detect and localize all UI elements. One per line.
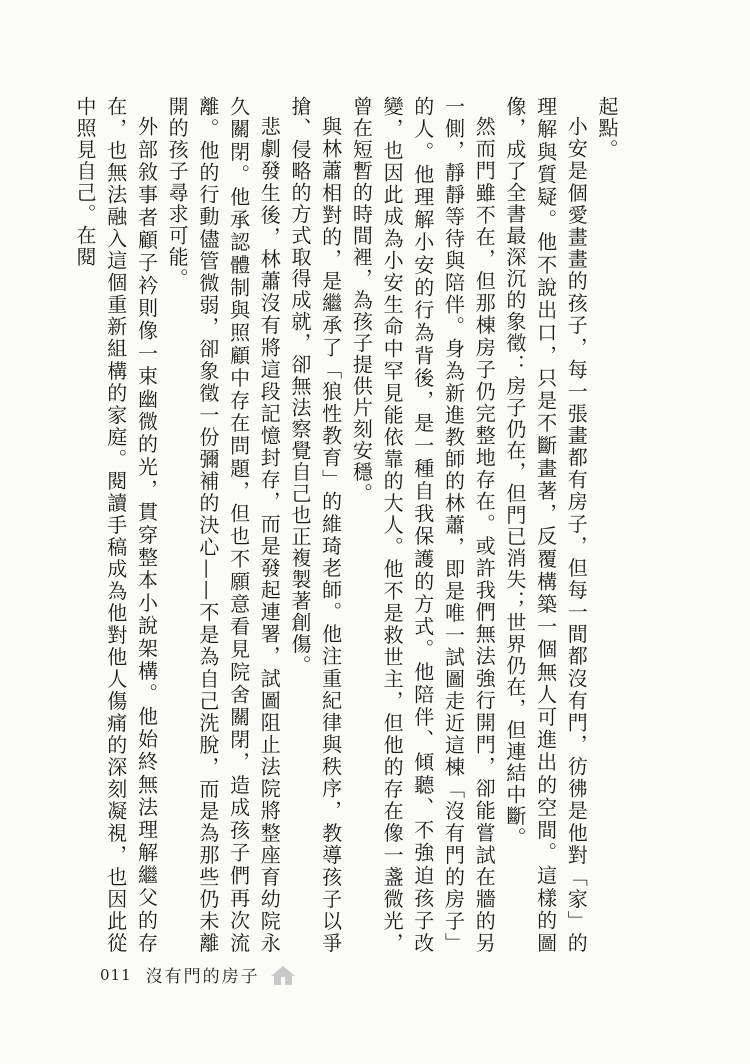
paragraph-3: 與林蕭相對的，是繼承了「狼性教育」的維琦老師。他注重紀律與秩序，教導孩子以爭搶、侵略的方式取得成就，卻無法察覺自己也正複製著創傷。: [287, 96, 343, 954]
running-title: 沒有門的房子: [145, 967, 260, 987]
paragraph-4: 悲劇發生後，林蕭沒有將這段記憶封存，而是發起連署，試圖阻止法院將整座育幼院永久關閉。他承認體制與照顧中存在問題，但也不願意看見院舍關閉，造成孩子們再次流離。他的行動儘管微弱，卻象徵一份彌補的決心——不是為自己洗脫，而是為那些仍未離開的孩子尋求可能。: [165, 96, 282, 954]
page-footer: [100, 962, 296, 987]
vertical-text-body: [69, 96, 622, 954]
house-icon: [270, 964, 296, 986]
paragraph-1: 小安是個愛畫畫的孩子，每一張畫都有房子，但每一間都沒有門，彷彿是他對「家」的理解與質疑。他不說出口，只是不斷畫著，反覆構築一個無人可進出的空間。這樣的圖像，成了全書最深沉的象徵：房子仍在，但門已消失；世界仍在，但連結中斷。: [502, 96, 589, 954]
paragraph-2: 然而門雖不在，但那棟房子仍完整地存在。或許我們無法強行開門，卻能嘗試在牆的另一側，靜靜等待與陪伴。身為新進教師的林蕭，即是唯一試圖走近這棟「沒有門的房子」的人。他理解小安的行為背後，是一種自我保護的方式。他陪伴、傾聽、不強迫孩子改變，也因此成為小安生命中罕見能依靠的大人。他不是救世主，但他的存在像一盞微光，曾在短暫的時間裡，為孩子提供片刻安穩。: [349, 96, 497, 954]
paragraph-5: 外部敘事者顧子衿則像一束幽微的光，貫穿整本小說架構。他始終無法理解繼父的存在，也無法融入這個重新組構的家庭。閱讀手稿成為他對他人傷痛的深刻凝視，也因此從中照見自己。在閱: [73, 96, 159, 954]
page-number: 011: [100, 965, 132, 984]
paragraph-0: 起點。: [595, 96, 619, 161]
